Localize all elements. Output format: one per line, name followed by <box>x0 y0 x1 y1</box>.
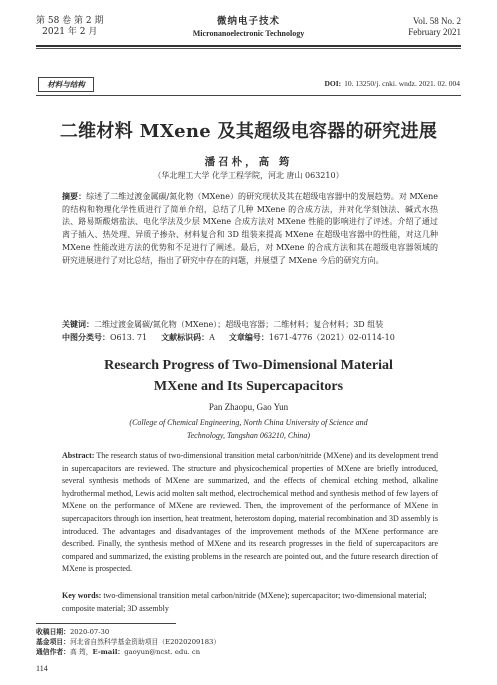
header-rule-thick <box>36 45 461 47</box>
clc-label: 中图分类号： <box>62 332 110 342</box>
footnote-contact <box>36 647 461 657</box>
abstract-cn-label: 摘要： <box>62 191 87 201</box>
header-volume-en: Vol. 58 No. 2 <box>412 16 461 26</box>
fund-value: 河北省自然科学基金资助项目（E2020209183） <box>69 638 221 646</box>
header-issue-cn <box>36 16 103 38</box>
abstract-en-label: Abstract: <box>62 451 95 460</box>
email-value: gaoyun@ncst. edu. cn <box>124 648 201 656</box>
abstract-en <box>62 450 438 576</box>
footnote-received <box>36 627 461 637</box>
title-cn: 二维材料 MXene 及其超级电容器的研究进展 <box>59 121 438 142</box>
header-date-en: February 2021 <box>408 27 461 37</box>
running-header <box>0 16 497 58</box>
header-rule-thin <box>36 48 461 49</box>
keywords-cn-text: 二维过渡金属碳/氮化物（MXene）；超级电容器；二维材料；复合材料；3D 组装 <box>94 320 384 329</box>
journal-name-en: Micronanoelectronic Technology <box>192 29 305 38</box>
journal-name-cn: 微纳电子技术 <box>216 16 280 27</box>
header-issue-en <box>408 16 461 38</box>
abstract-cn-text: 综述了二维过渡金属碳/氮化物（MXene）的研究现状及其在超级电容器中的发展趋势。对 MXene 的结构和物理化学性质进行了简单介绍，总结了几种 MXene 的合成方法，并对化学刻蚀法、碱式水热法、路易斯酸熔盐法、电化学法及少层 MXene 合成方法对 MXene 性能的影响进行了评述。介绍了通过离子插入、热处理、异质子掺杂、材料复合和 3D 组装来提高 MXene 在超级电容器中的性能，对这几种 MXene 性能改进方法的优势和不足进行了阐述。最后，对 MXene 的合成方法和其在超级电容器领域的研究进展进行了对比总结，指出了研究中存在的问题，并展望了 MXene 今后的研究方向。 <box>62 192 438 265</box>
page-number: 114 <box>36 664 48 673</box>
fund-label: 基金项目： <box>36 638 70 646</box>
doi-label: DOI: <box>324 79 342 88</box>
keywords-en-label: Key words: <box>62 591 102 600</box>
clc-value: O613. 71 <box>110 333 148 342</box>
received-label: 收稿日期： <box>36 628 70 636</box>
received-value: 2020-07-30 <box>69 628 110 636</box>
classification-line <box>62 331 438 344</box>
article-no-value: 1671-4776（2021）02-0114-10 <box>268 333 395 342</box>
affiliation-cn: （华北理工大学 化学工程学院，河北 唐山 063210） <box>153 171 344 180</box>
contact-label: 通信作者： <box>36 648 70 656</box>
header-date-cn: 2021 年 2 月 <box>42 27 98 37</box>
keywords-en-text: two-dimensional transition metal carbon/nitride (MXene); supercapacitor; two-dimensional material; composite material; 3D assembly <box>62 591 427 613</box>
email-label: E-mail： <box>92 648 125 656</box>
section-rule <box>36 95 461 96</box>
abstract-cn <box>62 190 438 267</box>
column-tag: 材料与结构 <box>38 77 94 92</box>
header-volume-cn: 第 58 卷 第 2 期 <box>36 16 104 26</box>
footnote-fund <box>36 637 461 647</box>
abstract-en-text: The research status of two-dimensional transition metal carbon/nitride (MXene) and its development trend in supercapacitors are reviewed. The structure and physicochemical properties of MXene are briefly introduced, several synthesis methods of MXene are summarized, and the effects of chemical etching method, alkaline hydrothermal method, Lewis acid molten salt method, electrochemical method and synthesis method of few layers of MXene on the performance of MXene are reviewed. Then, the improvement of the performance of MXene in supercapacitors through ion insertion, heat treatment, heterostom doping, material recombination and 3D assembly is introduced. The advantages and disadvantages of the improvement methods of the MXene performance are described. Finally, the synthesis method of MXene and its research progresses in the field of supercapacitors are compared and summarized, the existing problems in the research are pointed out, and the future research direction of MXene is prospected. <box>62 451 438 574</box>
title-en-line1: Research Progress of Two-Dimensional Material <box>104 358 393 373</box>
affiliation-en: (College of Chemical Engineering, North China University of Science and Technology, Tangshan 063210, China) <box>129 418 368 440</box>
keywords-cn <box>62 318 438 331</box>
authors-cn: 潘召朴，高 筠 <box>204 156 293 168</box>
title-en-line2: MXene and Its Supercapacitors <box>153 379 344 394</box>
doc-code-label: 文献标识码： <box>161 332 210 342</box>
authors-en: Pan Zhaopu, Gao Yun <box>208 402 289 412</box>
doi-value: 10. 13250/j. cnki. wndz. 2021. 02. 004 <box>344 79 460 88</box>
title-en <box>0 355 497 397</box>
doc-code-value: A <box>209 333 215 342</box>
keywords-en <box>62 590 438 615</box>
header-journal <box>150 16 347 39</box>
contact-value: 高 筠， <box>69 648 93 656</box>
doi <box>290 79 460 88</box>
footnote-rule <box>36 623 176 624</box>
article-no-label: 文章编号： <box>228 332 269 342</box>
keywords-cn-label: 关键词： <box>62 319 94 329</box>
